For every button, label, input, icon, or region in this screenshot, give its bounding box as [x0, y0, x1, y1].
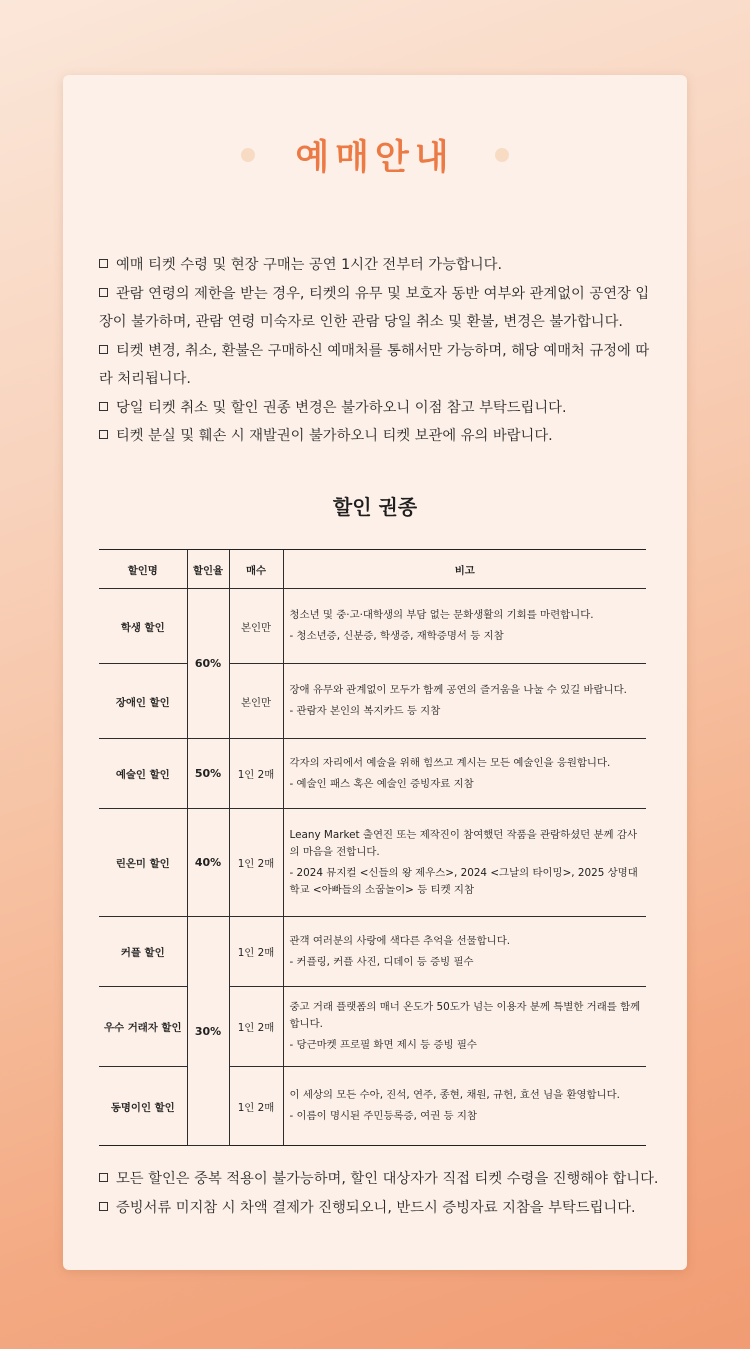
discount-name: 커플 할인: [99, 917, 187, 987]
right-dot-decoration: [495, 148, 509, 162]
notice-item: 모든 할인은 중복 적용이 불가능하며, 할인 대상자가 직접 티켓 수령을 진행해야 합니다.: [99, 1165, 659, 1194]
table-row: [99, 739, 646, 809]
table-row: [99, 809, 646, 917]
table-row: [99, 1067, 646, 1146]
table-row: [99, 664, 646, 739]
discount-note: 중고 거래 플랫폼의 매너 온도가 50도가 넘는 이용자 분께 특별한 거래를 함께합니다. - 당근마켓 프로필 화면 제시 등 증빙 필수: [283, 987, 646, 1067]
discount-name: 예술인 할인: [99, 739, 187, 809]
notice-item: 티켓 변경, 취소, 환불은 구매하신 예매처를 통해서만 가능하며, 해당 예매처 규정에 따라 처리됩니다.: [99, 342, 650, 387]
discount-qty: 1인 2매: [229, 987, 283, 1067]
discount-note: Leany Market 출연진 또는 제작진이 참여했던 작품을 관람하셨던 분께 감사의 마음을 전합니다. - 2024 뮤지컬 <신들의 왕 제우스>, 2024 <그날의 타이밍>, 2025 상명대학교 <아빠들의 소꿉놀이> 등 티켓 지참: [283, 809, 646, 917]
bullet-square-icon: [99, 259, 108, 268]
header-qty: 매수: [229, 550, 283, 589]
bullet-square-icon: [99, 402, 108, 411]
discount-note: 장애 유무와 관계없이 모두가 함께 공연의 즐거움을 나눌 수 있길 바랍니다. - 관람자 본인의 복지카드 등 지참: [283, 664, 646, 739]
discount-section-title: 할인 권종: [332, 495, 418, 519]
notice-item: 티켓 분실 및 훼손 시 재발권이 불가하오니 티켓 보관에 유의 바랍니다.: [99, 422, 659, 451]
discount-qty: 1인 2매: [229, 1067, 283, 1146]
discount-name: 린온미 할인: [99, 809, 187, 917]
bullet-square-icon: [99, 288, 108, 297]
bullet-square-icon: [99, 345, 108, 354]
notice-item: 관람 연령의 제한을 받는 경우, 티켓의 유무 및 보호자 동반 여부와 관계없이 공연장 입장이 불가하며, 관람 연령 미숙자로 인한 관람 당일 취소 및 환불, 변경은 불가합니다.: [99, 285, 650, 330]
info-card: [63, 75, 687, 1270]
discount-name: 동명이인 할인: [99, 1067, 187, 1146]
notice-item: 예매 티켓 수령 및 현장 구매는 공연 1시간 전부터 가능합니다.: [99, 251, 659, 280]
discount-qty: 1인 2매: [229, 739, 283, 809]
header-rate: 할인율: [187, 550, 229, 589]
bullet-square-icon: [99, 430, 108, 439]
discount-rate: 50%: [187, 739, 229, 809]
title-row: [63, 130, 687, 180]
discount-name: 학생 할인: [99, 589, 187, 664]
table-row: [99, 917, 646, 987]
discount-rate: 40%: [187, 809, 229, 917]
table-row: [99, 589, 646, 664]
header-note: 비고: [283, 550, 646, 589]
page-title: 예매안내: [295, 138, 455, 178]
discount-note: 청소년 및 중·고·대학생의 부담 없는 문화생활의 기회를 마련합니다. - 청소년증, 신분증, 학생증, 재학증명서 등 지참: [283, 589, 646, 664]
discount-qty: 1인 2매: [229, 917, 283, 987]
notice-item: 당일 티켓 취소 및 할인 권종 변경은 불가하오니 이점 참고 부탁드립니다.: [99, 394, 659, 423]
notice-list: [99, 251, 659, 451]
discount-note: 관객 여러분의 사랑에 색다른 추억을 선물합니다. - 커플링, 커플 사진, 디데이 등 증빙 필수: [283, 917, 646, 987]
table-row: [99, 987, 646, 1067]
discount-rate: 30%: [187, 917, 229, 1146]
notice-item: 증빙서류 미지참 시 차액 결제가 진행되오니, 반드시 증빙자료 지참을 부탁드립니다.: [99, 1194, 659, 1223]
table-header-row: [99, 550, 646, 589]
discount-rate: 60%: [187, 589, 229, 739]
left-dot-decoration: [241, 148, 255, 162]
discount-qty: 본인만: [229, 589, 283, 664]
discount-qty: 본인만: [229, 664, 283, 739]
bullet-square-icon: [99, 1173, 108, 1182]
discount-note: 각자의 자리에서 예술을 위해 힘쓰고 계시는 모든 예술인을 응원합니다. - 예술인 패스 혹은 예술인 증빙자료 지참: [283, 739, 646, 809]
discount-name: 장애인 할인: [99, 664, 187, 739]
discount-name: 우수 거래자 할인: [99, 987, 187, 1067]
discount-note: 이 세상의 모든 수아, 진석, 연주, 종현, 채원, 규헌, 효선 님을 환영합니다. - 이름이 명시된 주민등록증, 여권 등 지참: [283, 1067, 646, 1146]
bottom-notice-list: [99, 1165, 659, 1222]
header-name: 할인명: [99, 550, 187, 589]
discount-table: [99, 549, 646, 1146]
bullet-square-icon: [99, 1202, 108, 1211]
discount-qty: 1인 2매: [229, 809, 283, 917]
